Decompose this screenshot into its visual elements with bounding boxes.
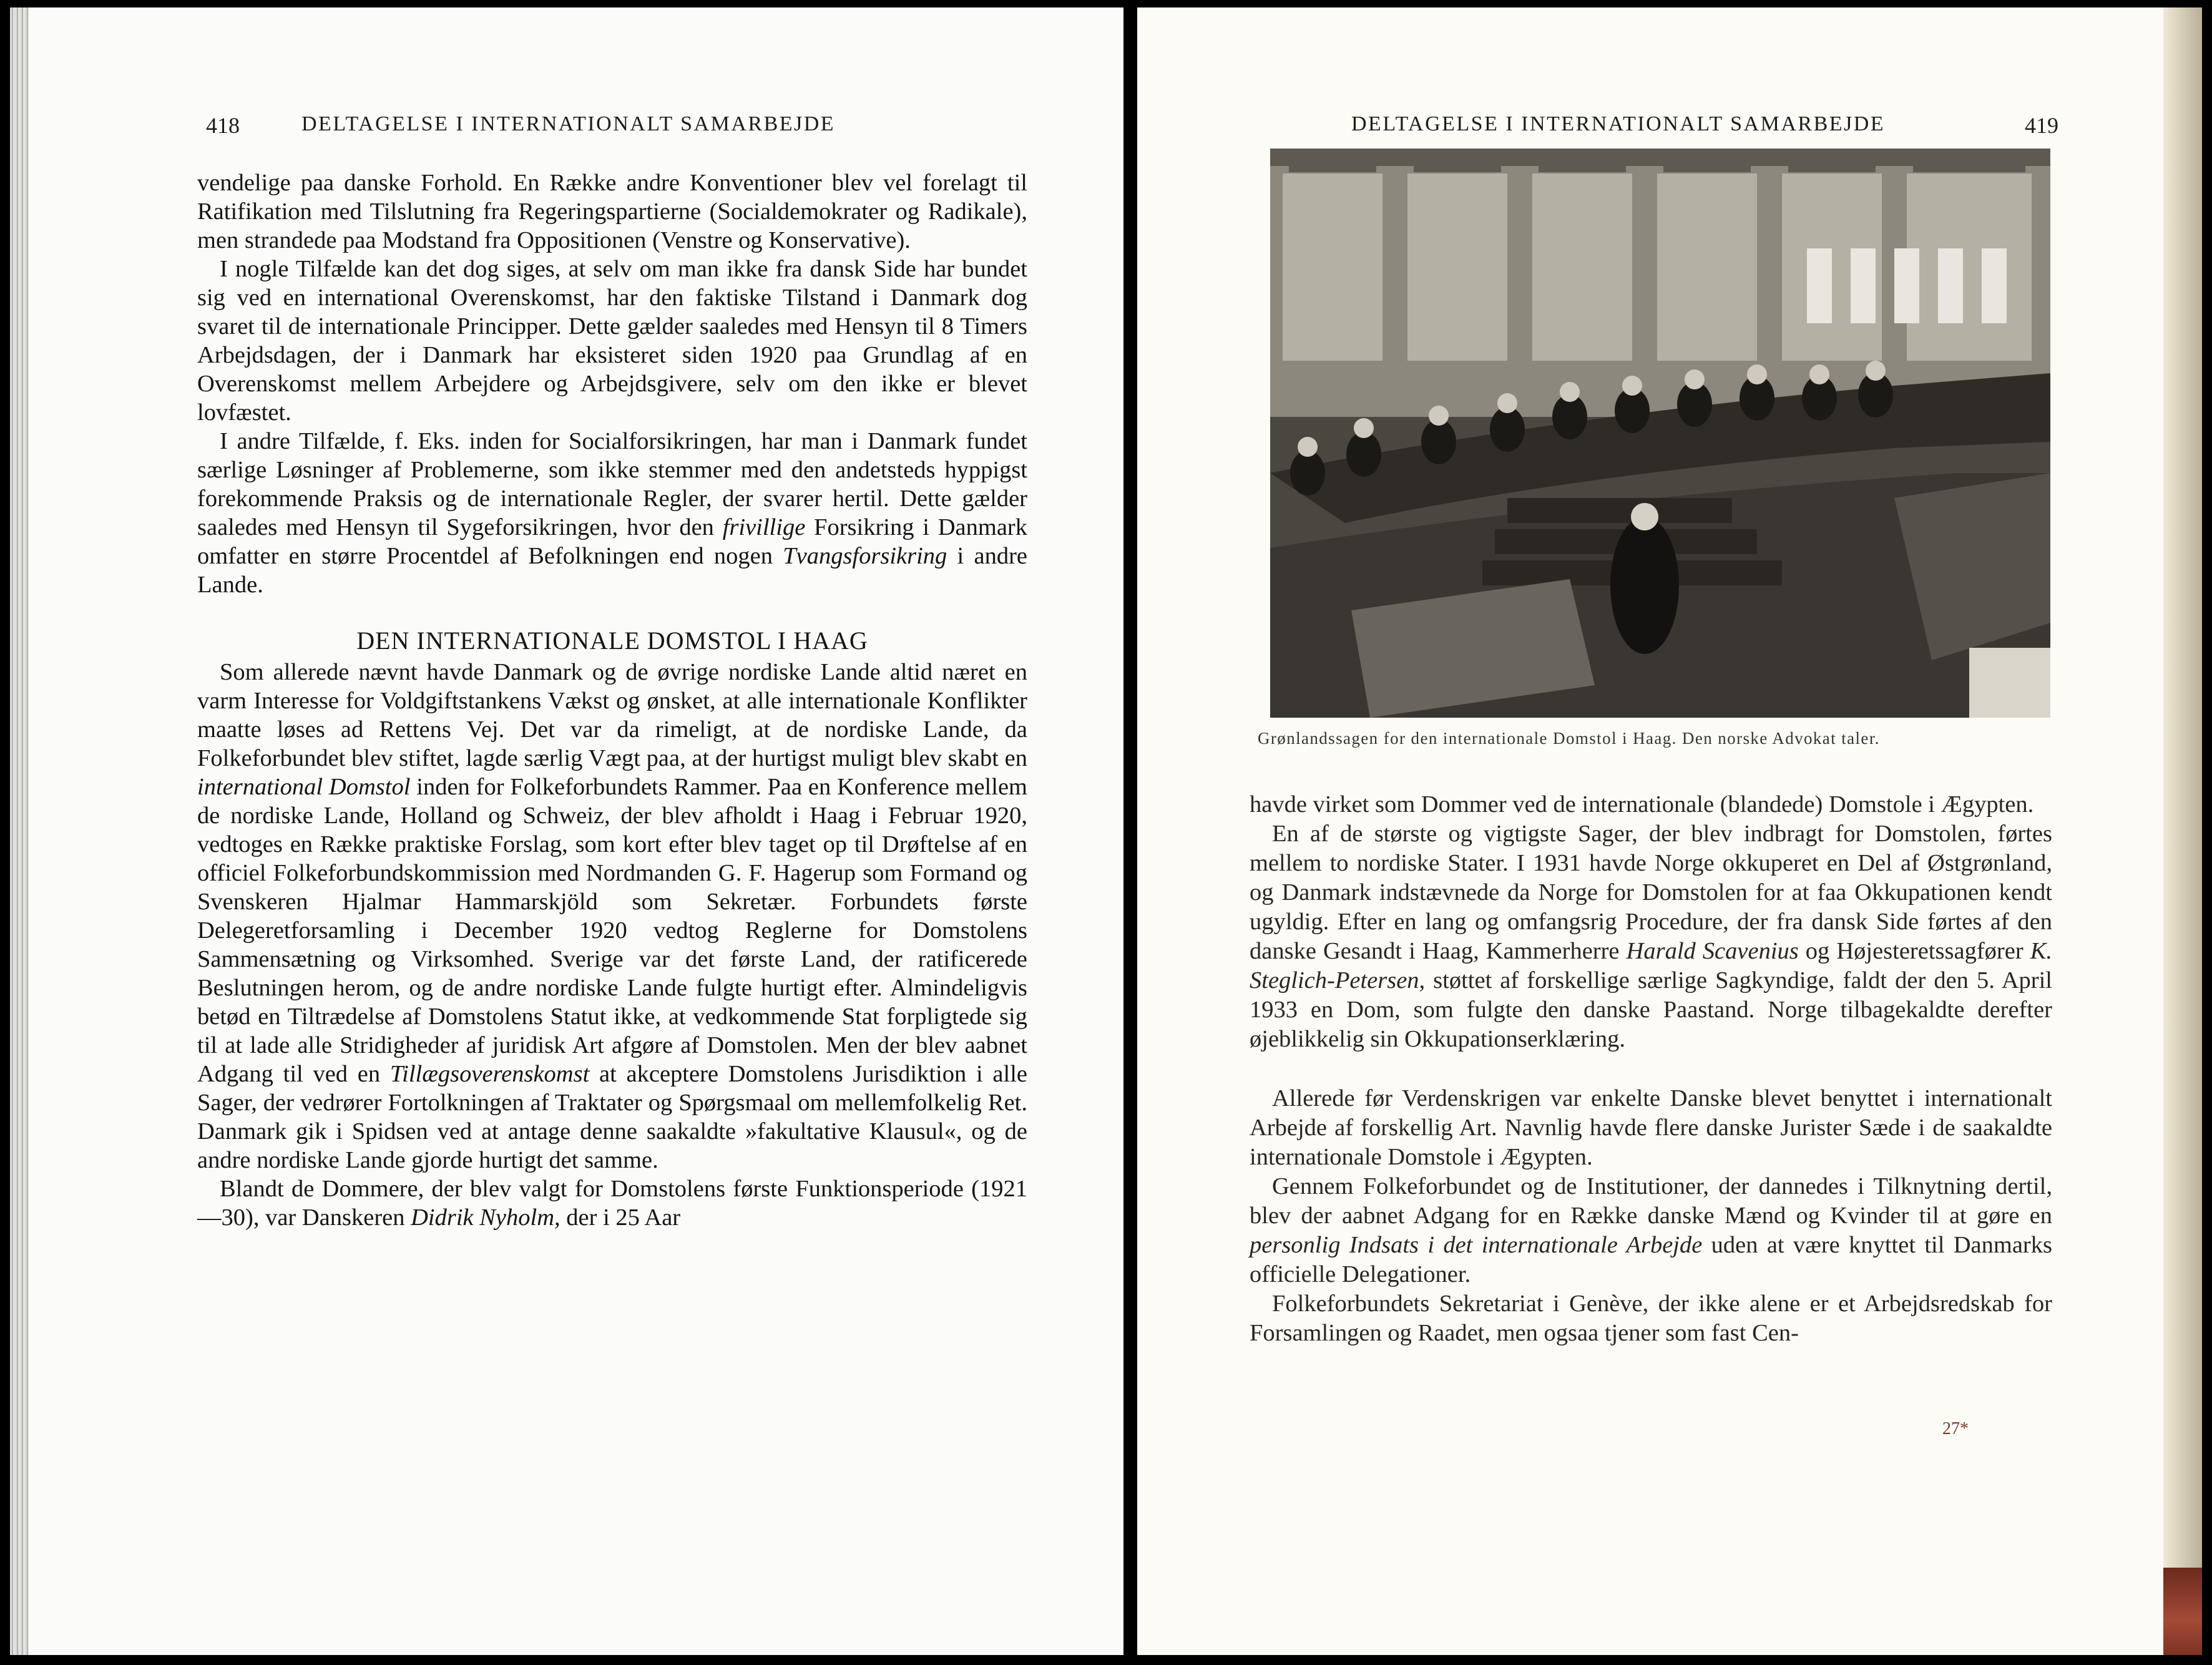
paragraph: I nogle Tilfælde kan det dog siges, at selv om man ikke fra dansk Side har bundet sig ved en international Overenskomst, har den faktiske Tilstand i Danmark dog svaret til de internationale Principper. Dette gælder saaledes med Hensyn til 8 Timers Arbejdsdagen, der i Danmark har eksisteret siden 1920 paa Grundlag af en Overenskomst mellem Arbejdere og Arbejdsgivere, selv om den ikke er blevet lovfæstet. <box>197 256 1027 426</box>
italic-term: Harald Scavenius <box>1626 938 1799 964</box>
text-run: at akceptere Domstolens Jurisdiktion i alle Sager, der vedrører Fortolkningen af Traktater og Spørgsmaal om mellemfolkelig Ret. Danmark gik i Spidsen ved at antage denne saakaldte »fakultative Klausul«, og de andre nordiske Lande gjorde hurtigt det samme. <box>197 1061 1027 1173</box>
text-run: inden for Folkeforbundets Rammer. Paa en Konference mellem de nordiske Lande, Holland og Schweiz, der blev afholdt i Haag i Februar 1920, vedtoges en Række praktiske Forslag, som kort efter blev taget op til Drøftelse af en officiel Folkeforbundskommission med Nordmanden G. F. Hagerup som Formand og Svenskeren Hjalmar Hammarskjöld som Sekretær. Forbundets første Delegeretforsamling i December 1920 vedtog Reglerne for Domstolens Sammensætning og Virksomhed. Sverige var det første Land, der ratificerede Beslutningen herom, og de andre nordiske Lande fulgte hurtigt efter. Almindeligvis betød en Tiltrædelse af Domstolens Statut ikke, at vedkommende Stat forpligtede sig til at lade alle Stridigheder af juridisk Art afgøre af Domstolen. Men der blev aabnet Adgang til ved en <box>197 774 1027 1087</box>
text-run: uden at være knyttet til Danmarks officielle Delegationer. <box>1250 1232 2052 1287</box>
italic-term: K. Steglich-Petersen, <box>1250 938 2052 994</box>
paragraph <box>197 1174 1027 1232</box>
page-stack-edge <box>2163 7 2202 1655</box>
paragraph <box>197 658 1027 1174</box>
paragraph: havde virket som Dommer ved de internationale (blandede) Domstole i Ægypten. <box>1250 791 2034 818</box>
right-body <box>1250 790 2052 1348</box>
page-number-left: 418 <box>206 113 240 138</box>
running-head-right: DELTAGELSE I INTERNATIONALT SAMARBEJDE <box>1351 112 1886 135</box>
running-head-left: DELTAGELSE I INTERNATIONALT SAMARBEJDE <box>301 112 836 135</box>
section-heading: DEN INTERNATIONALE DOMSTOL I HAAG <box>356 627 868 655</box>
text-run: Som allerede nævnt havde Danmark og de øvrige nordiske Lande altid næret en varm Interesse for Voldgiftstankens Vækst og ønsket, at alle internationale Konflikter maatte løses ad Rettens Vej. Det var da rimeligt, at de nordiske Lande, da Folkeforbundet blev stiftet, lagde særlig Vægt paa, at der hurtigst muligt blev skabt en <box>197 659 1027 771</box>
text-run: Forsikring i Danmark omfatter en større Procentdel af Befolkningen end nogen <box>197 514 1027 569</box>
paragraph <box>1250 1172 2052 1289</box>
paragraph <box>1250 819 2052 1054</box>
text-run: støttet af forskellige særlige Sagkyndige, faldt der den 5. April 1933 en Dom, som fulgte den danske Paastand. Norge tilbagekaldte derefter øjeblikkelig sin Okkupationserklæring. <box>1250 967 2052 1052</box>
text-run: og Højesteretssagfører <box>1798 938 2030 964</box>
text-run: der i 25 Aar <box>560 1204 681 1231</box>
text-run: Gennem Folkeforbundet og de Institutioner, der dannedes i Tilknytning dertil, blev der aabnet Adgang for en Række danske Mænd og Kvinder til at gøre en <box>1250 1173 2052 1229</box>
left-page <box>10 7 1123 1655</box>
italic-term: Tvangsforsikring <box>783 543 947 569</box>
courtroom-photo <box>1270 149 2050 718</box>
page-stack-edge <box>10 7 29 1655</box>
book-cover-edge <box>2163 1568 2202 1655</box>
text-run: En af de største og vigtigste Sager, der blev indbragt for Domstolen, førtes mellem to nordiske Stater. I 1931 havde Norge okkuperet en Del af Østgrønland, og Danmark indstævnede da Norge for Domstolen for at faa Okkupationen kendt ugyldig. Efter en lang og omfangsrig Procedure, der fra dansk Side førtes af den danske Gesandt i Haag, Kammerherre <box>1250 821 2052 964</box>
italic-term: frivillige <box>722 514 806 540</box>
italic-term: international Domstol <box>197 774 411 800</box>
left-body <box>197 168 1027 1232</box>
italic-term: personlig Indsats i det internationale Arbejde <box>1250 1232 1703 1258</box>
signature-mark: 27* <box>1942 1419 1969 1438</box>
right-page <box>1137 7 2202 1655</box>
text-run: Blandt de Dommere, der blev valgt for Domstolens første Funktionsperiode (1921—30), var Danskeren <box>197 1176 1027 1231</box>
paragraph <box>197 427 1027 599</box>
photo-caption: Grønlandssagen for den internationale Domstol i Haag. Den norske Advokat taler. <box>1258 729 1880 748</box>
text-run: I andre Tilfælde, f. Eks. inden for Socialforsikringen, har man i Danmark fundet særlige Løsninger af Problemerne, som ikke stemmer med den andetsteds hyppigst forekommende Praksis og de internationale Regler, der svarer hertil. Dette gælder saaledes med Hensyn til Sygeforsikringen, hvor den <box>197 428 1027 540</box>
paragraph: Folkeforbundets Sekretariat i Genève, der ikke alene er et Arbejdsredskab for Forsamlingen og Raadet, men ogsaa tjener som fast Cen- <box>1250 1291 2052 1346</box>
paragraph: Allerede før Verdenskrigen var enkelte Danske blevet benyttet i internationalt Arbejde af forskellig Art. Navnlig havde flere danske Jurister Sæde i de saakaldte internationale Domstole i Ægypten. <box>1250 1085 2052 1170</box>
page-number-right: 419 <box>2025 113 2058 138</box>
italic-term: Tillægsoverenskomst <box>389 1061 590 1087</box>
italic-term: Didrik Nyholm, <box>411 1204 560 1231</box>
text-run: i andre Lande. <box>197 543 1027 598</box>
paragraph: vendelige paa danske Forhold. En Række andre Konventioner blev vel forelagt til Ratifikation med Tilslutning fra Regeringspartierne (Socialdemokrater og Radikale), men strandede paa Modstand fra Oppositionen (Venstre og Konservative). <box>197 170 1027 253</box>
courtroom-photo-drawing <box>1270 149 2050 718</box>
